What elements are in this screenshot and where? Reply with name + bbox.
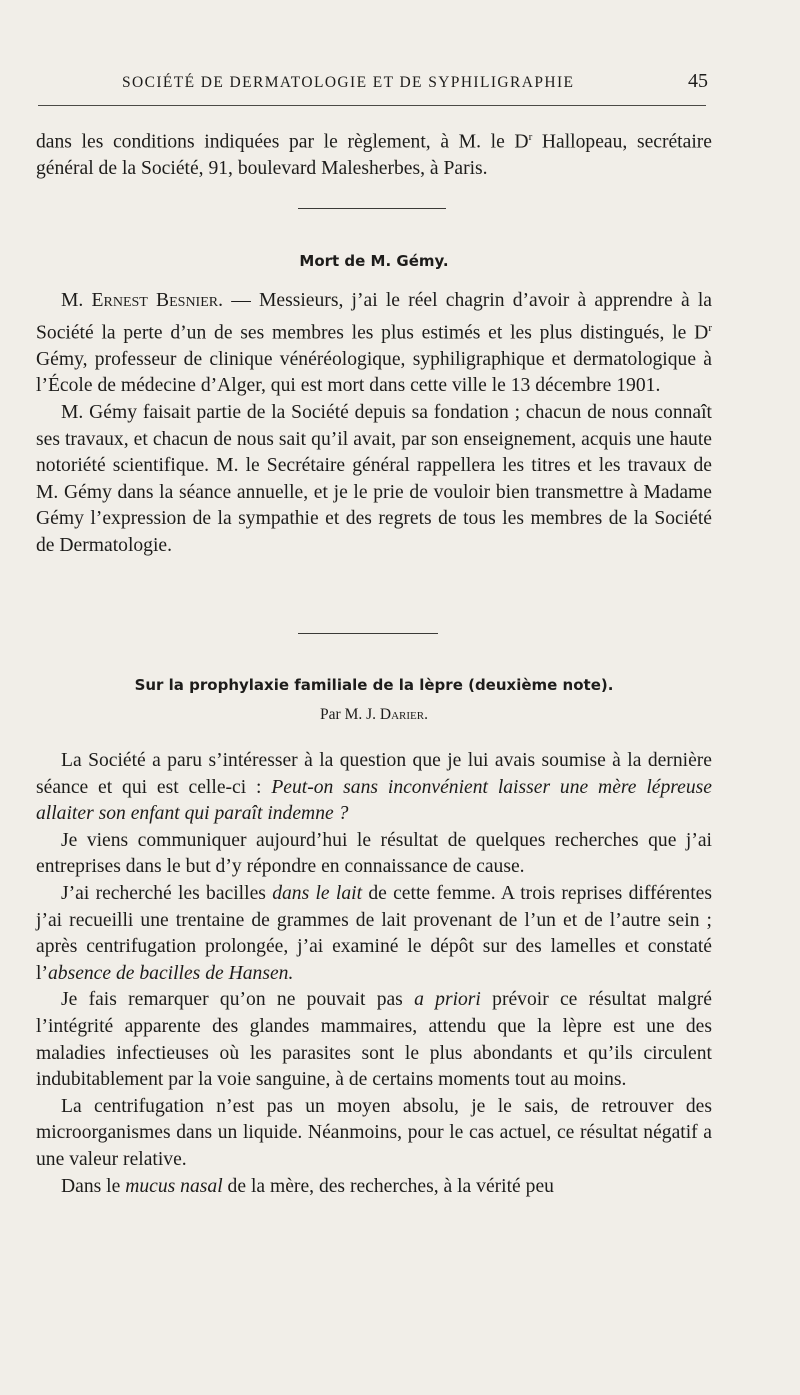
gemy-p1-sup: r: [708, 321, 712, 334]
section-title-gemy: Mort de M. Gémy.: [299, 252, 449, 270]
running-title: SOCIÉTÉ DE DERMATOLOGIE ET DE SYPHILIGRAPHIE: [122, 74, 575, 91]
section-divider: [298, 208, 446, 209]
lepre-p4-it: a priori: [414, 989, 481, 1011]
lepre-p3-it1: dans le lait: [272, 882, 363, 904]
lepre-p3-a: J’ai recherché les bacilles: [61, 882, 273, 904]
lepre-p3-it2: absence de bacilles de Hansen.: [47, 962, 294, 984]
lepre-p6-b: de la mère, des recherches, à la vérité peu: [222, 1175, 554, 1197]
lepre-p1-question: Peut-on sans inconvénient laisser une mère lépreuse allaiter son enfant qui paraît indemne ?: [36, 776, 712, 825]
lepre-p2: Je viens communiquer aujourd’hui le résultat de quelques recherches que j’ai entreprises dans le but d’y répondre en connaissance de cause.: [36, 829, 712, 878]
lepre-p1-a: La Société a paru s’intéresser à la question que je lui avais soumise à la dernière séance et qui est celle-ci :: [36, 750, 712, 798]
lepre-p5: La centrifugation n’est pas un moyen absolu, je le sais, de retrouver des microorganismes dans un liquide. Néanmoins, pour le cas actuel, ce résultat négatif a une valeur relative.: [36, 1095, 712, 1170]
intro-sup: r: [528, 131, 533, 143]
section-lepre-body: [36, 748, 712, 1200]
gemy-p1-a: — Messieurs, j’ai le réel chagrin d’avoir à apprendre à la Société la perte d’un de ses membres les plus estimés et les plus distingués, le D: [36, 290, 712, 344]
lepre-p3-b: de cette femme. A trois reprises différentes j’ai recueilli une trentaine de grammes de lait provenant de l’un et de l’autre sein ; après centrifugation prolongée, j’ai examiné le dépôt sur des lamelles et constaté l’: [36, 882, 712, 984]
section-title-lepre: Sur la prophylaxie familiale de la lèpre (deuxième note).: [134, 676, 614, 694]
byline: [36, 706, 712, 724]
author-name: Darier.: [379, 706, 428, 723]
header-rule: [38, 105, 706, 106]
section-divider: [298, 633, 438, 634]
gemy-p2: M. Gémy faisait partie de la Société depuis sa fondation ; chacun de nous connaît ses travaux, et chacun de nous sait qu’il avait, par son enseignement, acquis une haute notoriété scientifique. M. le Secrétaire général rappellera les titres et les travaux de M. Gémy dans la séance annuelle, et je le prie de vouloir bien transmettre à Madame Gémy l’expression de la sympathie et des regrets de tous les membres de la Société de Dermatologie.: [36, 401, 712, 556]
section-gemy-body: [36, 288, 712, 559]
lepre-p6-it: mucus nasal: [125, 1175, 223, 1197]
byline-prefix: Par M. J.: [320, 706, 380, 723]
lepre-p6-a: Dans le: [61, 1175, 126, 1197]
page-header: [36, 68, 712, 98]
intro-paragraph: [36, 124, 712, 183]
intro-text-b: Hallopeau, secrétaire général de la Société, 91, boulevard Malesherbes, à Paris.: [36, 131, 712, 180]
document-page: [36, 0, 712, 1395]
speaker-name: M. Ernest Besnier.: [61, 290, 223, 311]
lepre-p4-a: Je fais remarquer qu’on ne pouvait pas: [61, 989, 415, 1011]
gemy-p1-b: Gémy, professeur de clinique vénéréologique, syphiligraphique et dermatologique à l’École de médecine d’Alger, qui est mort dans cette ville le 13 décembre 1901.: [36, 348, 712, 397]
page-number: 45: [688, 70, 708, 92]
intro-text-a: dans les conditions indiquées par le règlement, à M. le D: [36, 131, 529, 153]
lepre-p4-b: prévoir ce résultat malgré l’intégrité apparente des glandes mammaires, attendu que la lèpre est une des maladies infectieuses où les parasites sont le plus abondants et qu’ils circulent indubitablement par la voie sanguine, à de certains moments tout au moins.: [36, 989, 712, 1091]
